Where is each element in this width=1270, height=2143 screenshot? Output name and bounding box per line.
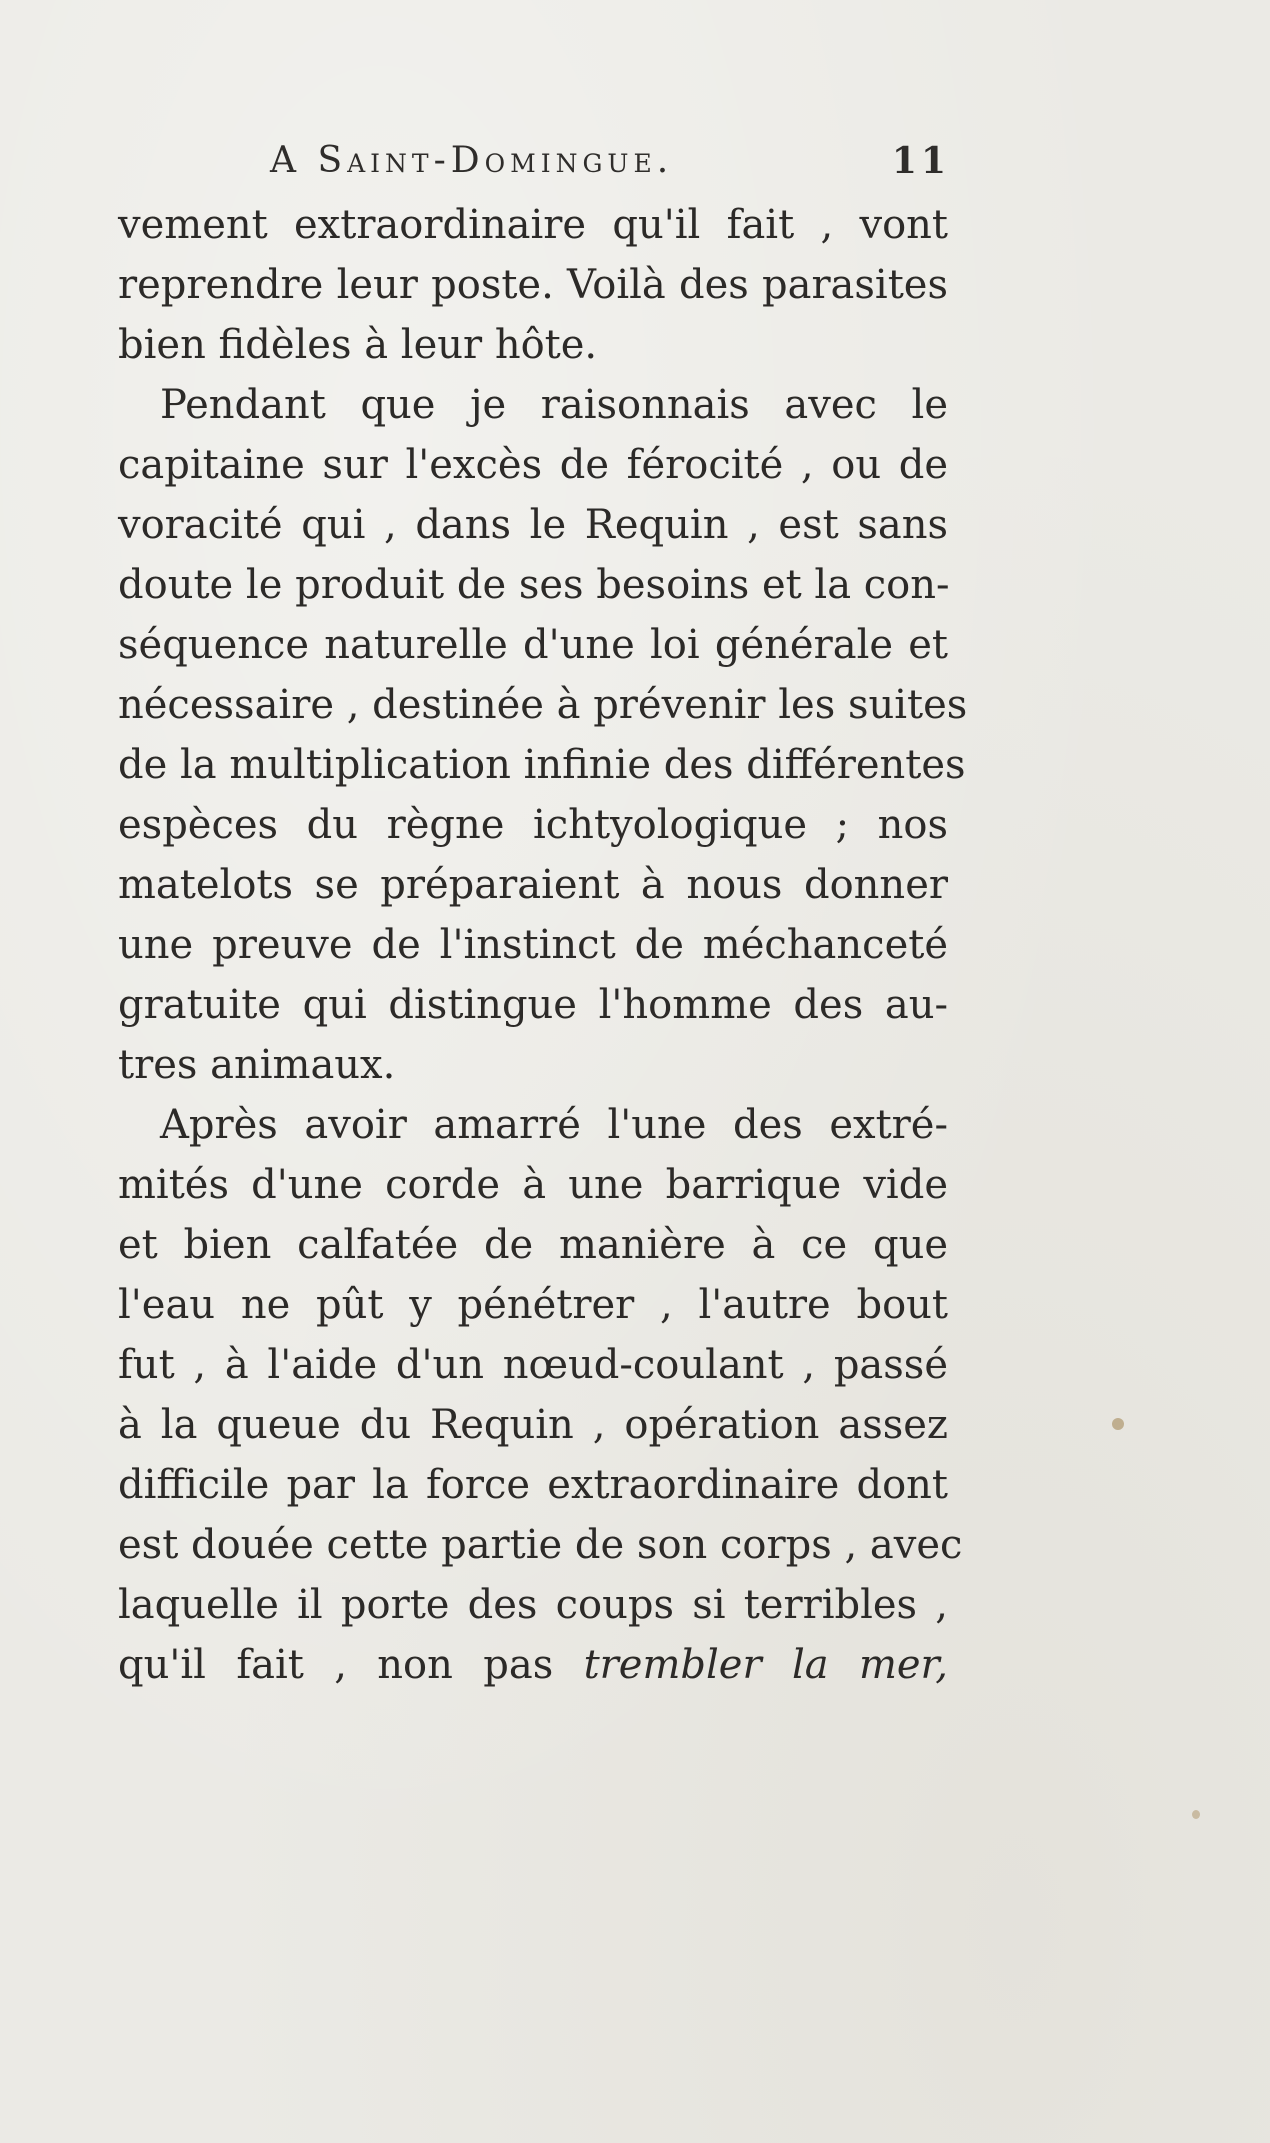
text-line: bien fidèles à leur hôte. [118,322,598,368]
text-line: capitaine sur l'excès de férocité , ou de [118,442,948,488]
text-line: tres animaux. [118,1042,396,1088]
text-line: laquelle il porte des coups si terribles , [118,1582,948,1628]
text-line: et bien calfatée de manière à ce que [118,1222,948,1268]
page-number: 11 [891,140,950,182]
text-line: fut , à l'aide d'un nœud-coulant , passé [118,1342,948,1388]
text-line: doute le produit de ses besoins et la con- [118,562,950,608]
text-line: voracité qui , dans le Requin , est sans [118,502,948,548]
foxing-spot [1192,1810,1200,1819]
text-line: de la multiplication infinie des différentes [118,742,966,788]
body-text [118,195,968,1695]
text-line: nécessaire , destinée à prévenir les suites [118,682,968,728]
text-line: espèces du règne ichtyologique ; nos [118,802,948,848]
foxing-spot [1112,1418,1124,1430]
text-line: matelots se préparaient à nous donner [118,862,948,908]
text-line: l'eau ne pût y pénétrer , l'autre bout [118,1282,948,1328]
text-line: mités d'une corde à une barrique vide [118,1162,948,1208]
paragraph-start-line: Pendant que je raisonnais avec le [160,382,948,428]
final-line-italic: trembler la mer, [583,1642,948,1688]
text-line: à la queue du Requin , opération assez [118,1402,948,1448]
final-text-line [118,1635,948,1695]
text-line: est douée cette partie de son corps , avec [118,1522,963,1568]
text-line: reprendre leur poste. Voilà des parasites [118,262,948,308]
paragraph-start-line: Après avoir amarré l'une des extré- [160,1102,948,1148]
page-header [270,140,950,190]
running-head: A Saint-Domingue. [270,140,674,181]
final-line-roman: qu'il fait , non pas [118,1642,584,1688]
text-line: difficile par la force extraordinaire dont [118,1462,948,1508]
text-line: séquence naturelle d'une loi générale et [118,622,948,668]
text-line: une preuve de l'instinct de méchanceté [118,922,948,968]
text-line: gratuite qui distingue l'homme des au- [118,982,948,1028]
text-line: vement extraordinaire qu'il fait , vont [118,202,948,248]
